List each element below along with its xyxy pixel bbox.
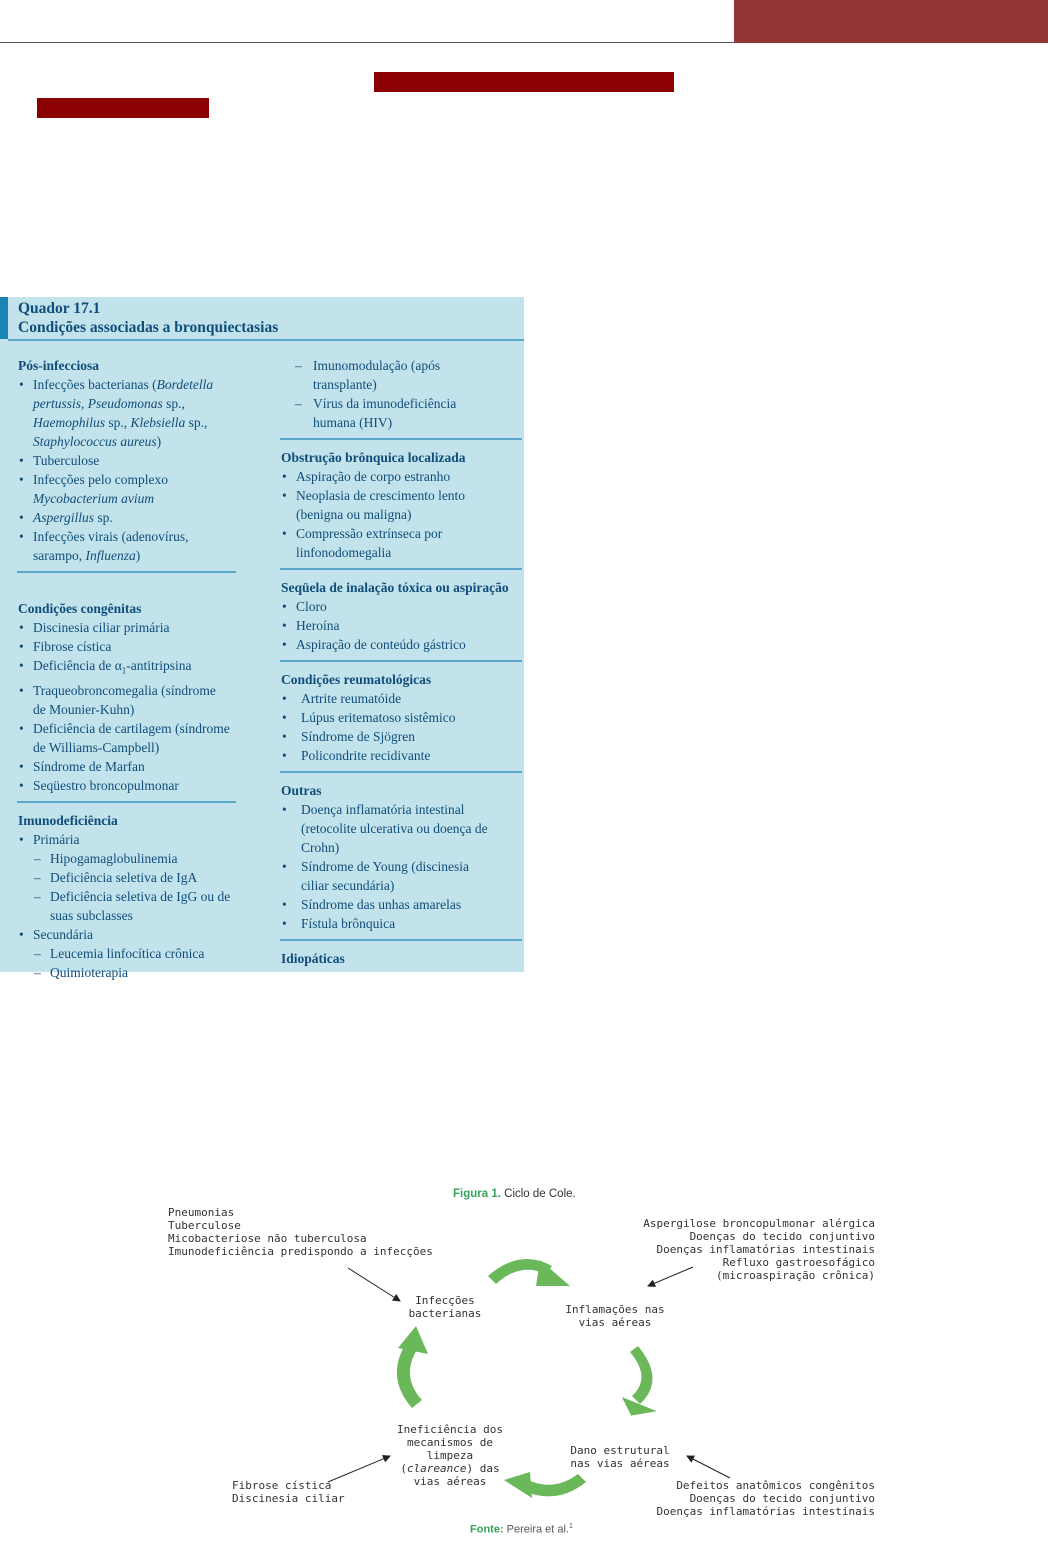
cycle-arrow-bottom [504,1472,586,1498]
section-rule [280,771,522,773]
cause-list-clearance: Fibrose cística Discinesia ciliar [232,1479,345,1505]
redacted-block [37,98,209,118]
quadro-left-column [18,356,240,982]
list-item: • Fístula brônquica [281,914,521,933]
quadro-title [18,299,278,337]
list-item: • Deficiência de cartilagem (síndrome de Williams-Campbell) [18,719,240,757]
list-item: • Síndrome de Young (discinesia ciliar secundária) [281,857,521,895]
sub-item: – Deficiência seletiva de IgG ou de suas subclasses [18,887,240,925]
header-rule [0,42,734,43]
section-heading: Condições reumatológicas [281,672,432,687]
sub-item: – Vírus da imunodeficiência humana (HIV) [281,394,521,432]
sub-item: – Quimioterapia [18,963,240,982]
list-item: • Síndrome de Marfan [18,757,240,776]
list-item: • Heroína [281,616,521,635]
node-airway-inflammation: Inflamações nas vias aéreas [565,1303,665,1329]
redacted-block [374,72,674,92]
cause-list-structural: Defeitos anatômicos congênitos Doenças do tecido conjuntivo Doenças inflamatórias intestinais [656,1479,875,1518]
section-heading: Pós-infecciosa [18,358,99,373]
section-heading: Outras [281,783,322,798]
cycle-arrow-left [397,1326,428,1408]
list-item: • Deficiência de $\alpha_1$-antitripsina [18,656,240,681]
list-item: • Lúpus eritematoso sistêmico [281,708,521,727]
sub-item: – Deficiência seletiva de IgA [18,868,240,887]
quadro-right-column [281,356,521,968]
section-heading: Condições congênitas [18,601,142,616]
quadro-table [0,297,524,980]
list-item: • Discinesia ciliar primária [18,618,240,637]
node-clearance-inefficiency: Ineficiência dos mecanismos de limpeza (clareance) das vias aéreas [397,1423,503,1488]
list-item: • Compressão extrínseca por linfonodomegalia [281,524,521,562]
quadro-heading: Condições associadas a bronquiectasias [18,319,279,336]
list-item: • Seqüestro broncopulmonar [18,776,240,795]
node-structural-damage: Dano estrutural nas vias aéreas [570,1444,670,1470]
list-item: • Doença inflamatória intestinal (retocolite ulcerativa ou doença de Crohn) [281,800,521,857]
pointer-arrow [687,1456,730,1478]
section-heading: Obstrução brônquica localizada [281,450,466,465]
list-item: • Traqueobroncomegalia (síndrome de Mounier-Kuhn) [18,681,240,719]
section-rule [280,939,522,941]
section-rule [280,568,522,570]
list-item: • Síndrome das unhas amarelas [281,895,521,914]
list-item: • Síndrome de Sjögren [281,727,521,746]
list-item: • Policondrite recidivante [281,746,521,765]
section-rule [17,571,236,573]
sub-item: – Imunomodulação (após transplante) [281,356,521,394]
section-heading: Imunodeficiência [18,812,118,828]
section-heading: Seqüela de inalação tóxica ou aspiração [281,580,509,595]
section-rule [280,660,522,662]
list-item: • Artrite reumatóide [281,689,521,708]
list-item: • Fibrose cística [18,637,240,656]
figure-caption: Figura 1. Ciclo de Cole. [453,1188,576,1200]
cycle-arrow-top [488,1259,570,1286]
list-item: • Neoplasia de crescimento lento (benigna ou maligna) [281,486,521,524]
list-item: • Primária [18,830,240,849]
cycle-arrow-right [622,1346,657,1417]
list-item: • Tuberculose [18,451,240,470]
list-item: • Secundária [18,925,240,944]
node-bacterial-infections: Infecções bacterianas [408,1294,482,1320]
quadro-rule [8,339,524,341]
cause-list-inflammation: Aspergilose broncopulmonar alérgica Doenças do tecido conjuntivo Doenças inflamatórias intestinais Refluxo gastroesofágico (microaspiração crônica) [643,1217,875,1282]
list-item: • Infecções bacterianas (Bordetella pertussis, Pseudomonas sp., Haemophilus sp., Klebsiella sp., Staphylococcus aureus) [18,375,240,451]
section-heading: Idiopáticas [281,951,345,966]
sub-item: – Hipogamaglobulinemia [18,849,240,868]
quadro-accent [0,297,8,339]
list-item: • Infecções virais (adenovírus, sarampo, Influenza) [18,527,240,565]
list-item: • Infecções pelo complexo Mycobacterium avium [18,470,240,508]
figure-source: Fonte: Pereira et al.$^1$ [470,1523,573,1536]
list-item: • Aspergillus sp. [18,508,240,527]
sub-item: – Leucemia linfocítica crônica [18,944,240,963]
list-item: • Cloro [281,597,521,616]
section-rule [17,801,236,803]
header-accent-bar [734,0,1048,43]
cause-list-infections: Pneumonias Tuberculose Micobacteriose não tuberculosa Imunodeficiência predispondo a infecções [168,1206,433,1258]
list-item: • Aspiração de corpo estranho [281,467,521,486]
section-rule [280,438,522,440]
quadro-number: Quador 17.1 [18,300,101,317]
list-item: • Aspiração de conteúdo gástrico [281,635,521,654]
cole-cycle-figure [160,1180,890,1540]
